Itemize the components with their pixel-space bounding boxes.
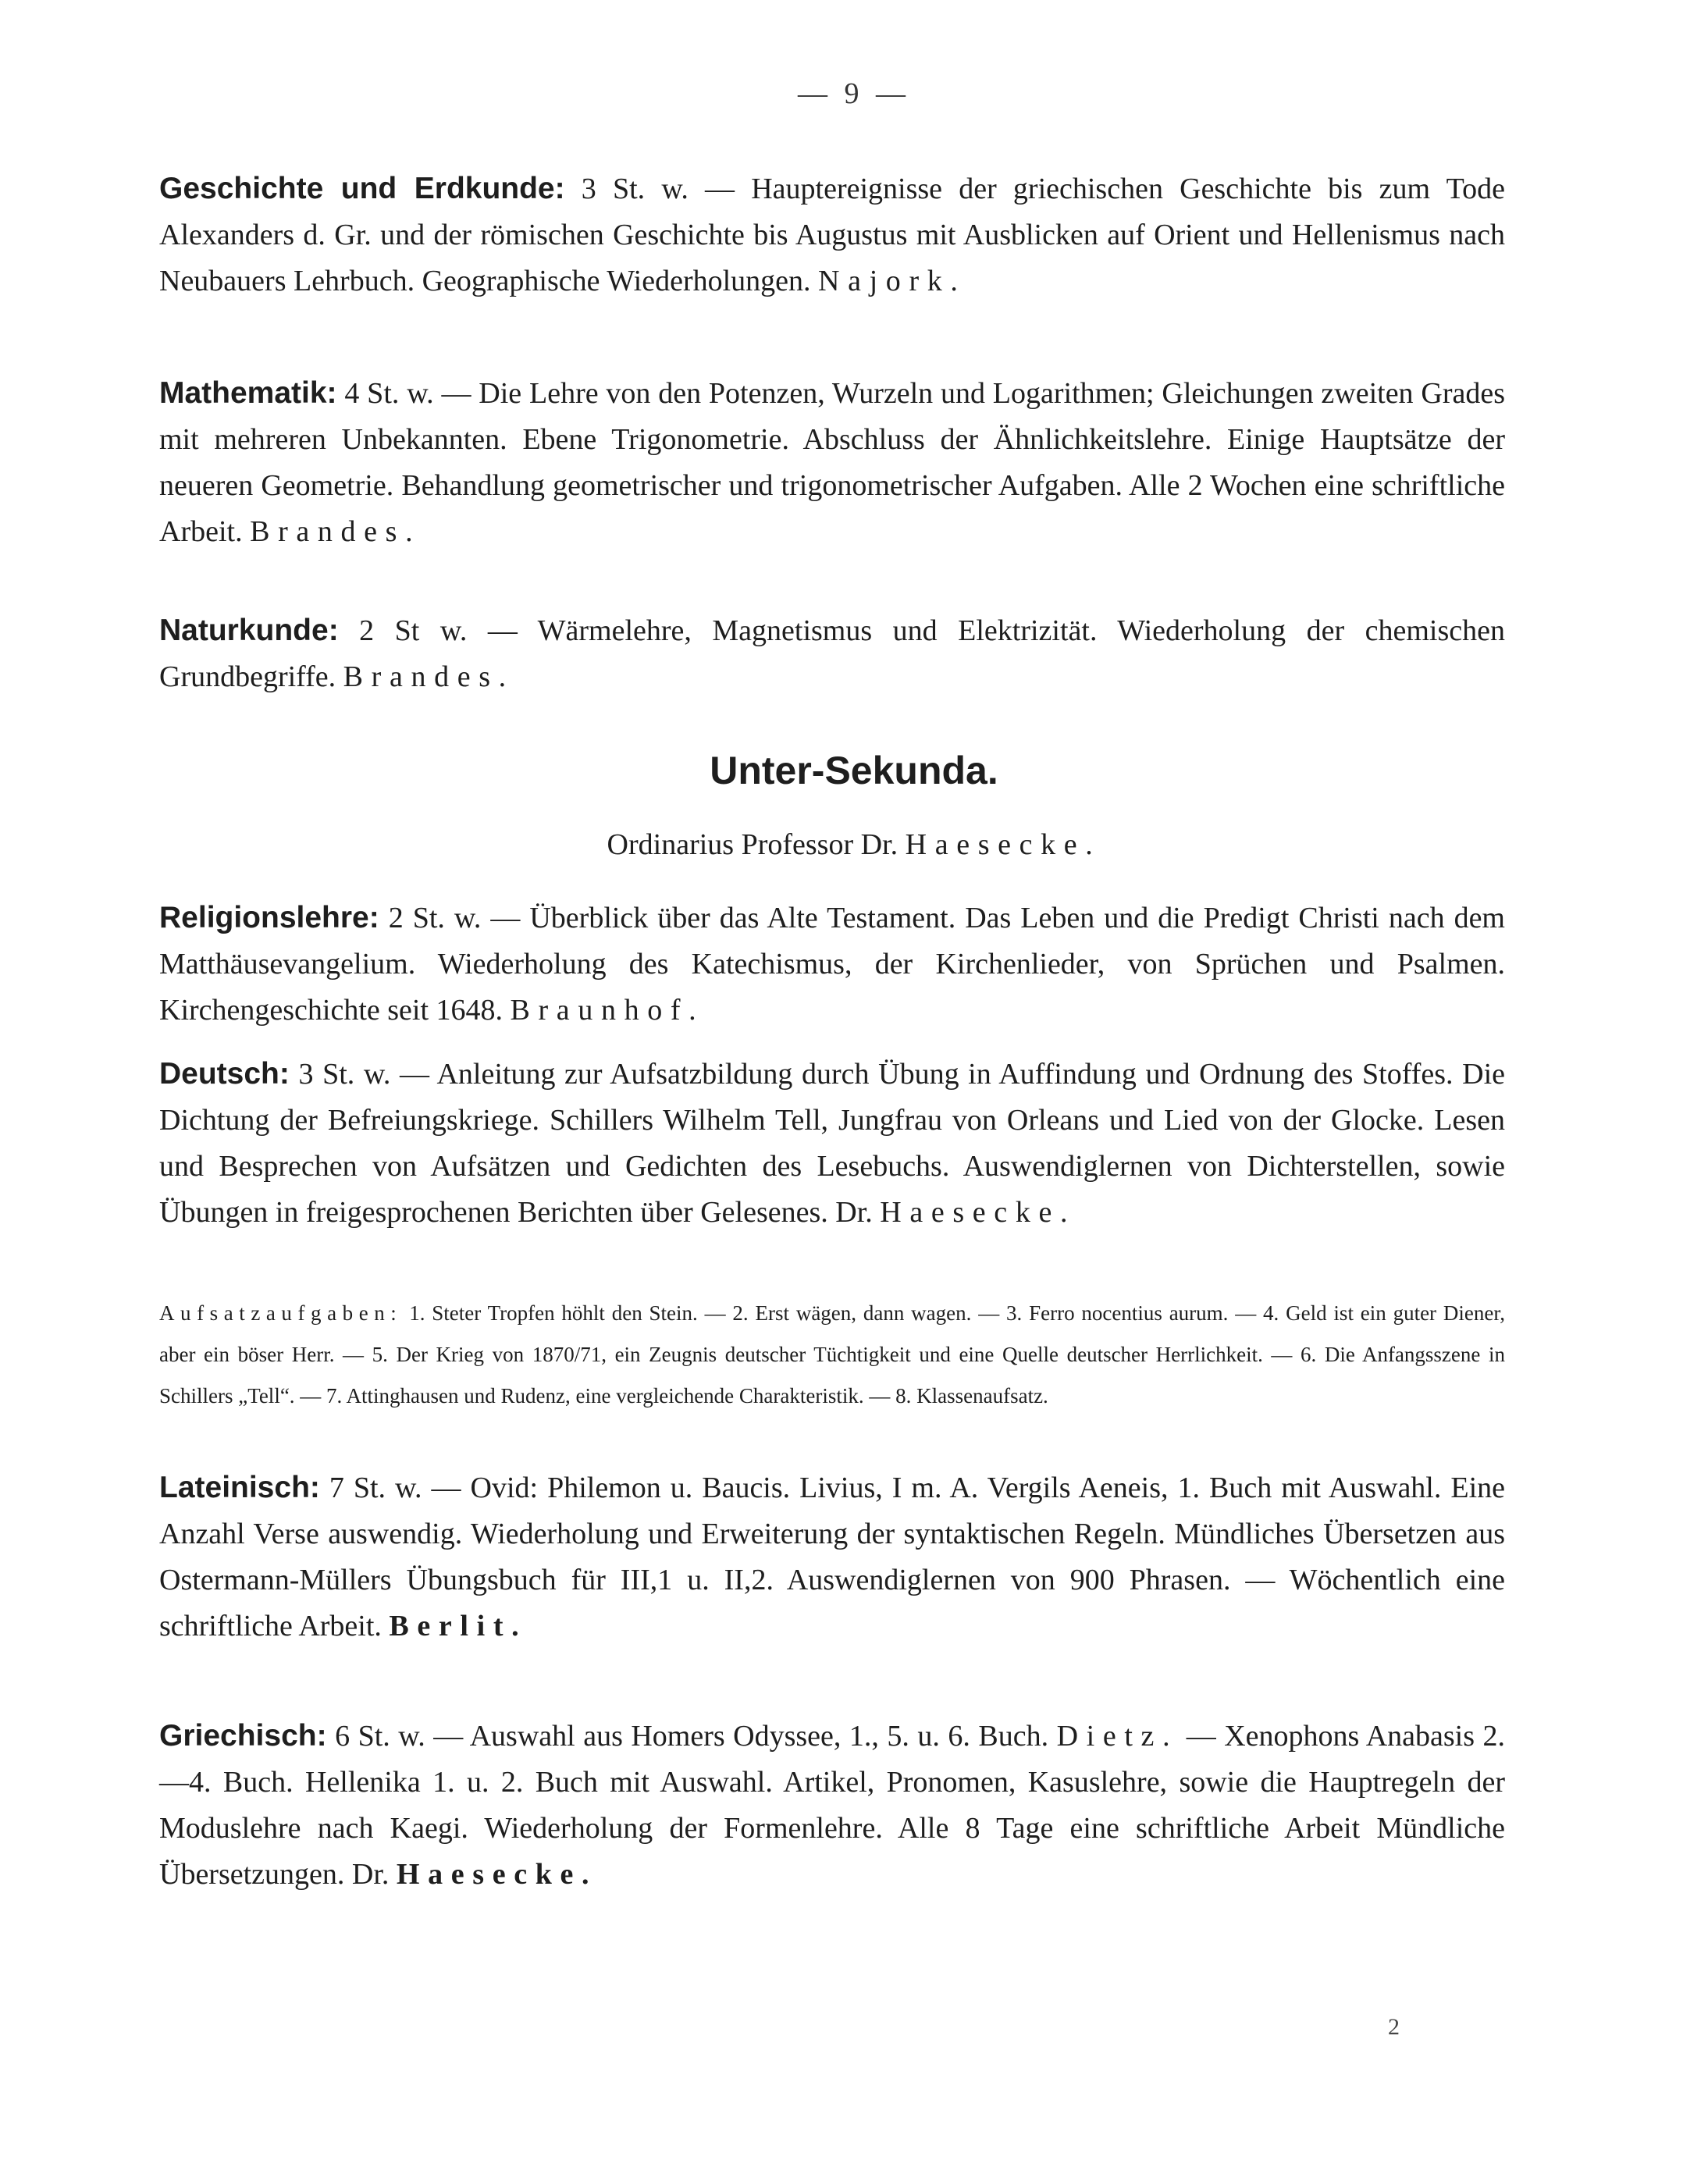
deutsch-paragraph [159, 1051, 1505, 1236]
teacher-name: Brandes. [250, 515, 422, 548]
latein-paragraph [159, 1464, 1505, 1650]
paragraph-text: 3 St. w. — Hauptereignisse der griechischen Geschichte bis zum Tode Alexanders d. Gr. und der römischen Geschichte bis Augustus mit Ausblicken auf Orient und Hellenismus nach Neubauers Lehrbuch. Geographische Wiederholungen. [159, 173, 1505, 297]
subject-heading: Geschichte und Erdkunde: [159, 172, 565, 205]
subject-heading: Deutsch: [159, 1057, 290, 1091]
subject-heading: Naturkunde: [159, 614, 339, 647]
teacher-name: Haesecke. [880, 1196, 1076, 1229]
religion-paragraph [159, 895, 1505, 1034]
griechisch-paragraph [159, 1713, 1505, 1898]
paragraph-text: 2 St w. — Wärmelehre, Magnetismus und Elektrizität. Wiederholung der chemischen Grundbegriffe. [159, 614, 1505, 693]
paragraph-text: 7 St. w. — Ovid: Philemon u. Baucis. Livius, I m. A. Vergils Aeneis, 1. Buch mit Auswahl. Eine Anzahl Verse auswendig. Wiederholung und Erweiterung der syntaktischen Regeln. Mündliches Übersetzen aus Ostermann-Müllers Übungsbuch für III,1 u. II,2. Auswendiglernen von 900 Phrasen. — Wöchentlich eine schriftliche Arbeit. [159, 1472, 1505, 1642]
teacher-name: Dietz. [1056, 1720, 1179, 1753]
paragraph-text: 4 St. w. — Die Lehre von den Potenzen, Wurzeln und Logarithmen; Gleichungen zweiten Grades mit mehreren Unbekannten. Ebene Trigonometrie. Abschluss der Ähnlichkeitslehre. Einige Hauptsätze der neueren Geometrie. Behandlung geometrischer und trigonometrischer Aufgaben. Alle 2 Wochen eine schriftliche Arbeit. [159, 377, 1505, 548]
paragraph-text: 6 St. w. — Auswahl aus Homers Odyssee, 1., 5. u. 6. Buch. [326, 1720, 1057, 1753]
page-number: — 9 — [798, 77, 910, 110]
subject-heading: Griechisch: [159, 1719, 327, 1753]
aufsatz-text: 1. Steter Tropfen höhlt den Stein. — 2. Erst wägen, dann wagen. — 3. Ferro nocentius aurum. — 4. Geld ist ein guter Diener, aber ein böser Herr. — 5. Der Krieg von 1870/71, ein Zeugnis deutscher Tüchtigkeit und eine Quelle deutscher Herrlichkeit. — 6. Die Anfangsszene in Schillers „Tell“. — 7. Attinghausen und Rudenz, eine vergleichende Charakteristik. — 8. Klassenaufsatz. [159, 1301, 1505, 1408]
mathematik-paragraph [159, 370, 1505, 555]
paragraph-text: 3 St. w. — Anleitung zur Aufsatzbildung durch Übung in Auffindung und Ordnung des Stoffes. Die Dichtung der Befreiungskriege. Schillers Wilhelm Tell, Jungfrau von Orleans und Lied von der Glocke. Lesen und Besprechen von Aufsätzen und Gedichten des Lesebuchs. Auswendiglernen von Dichterstellen, sowie Übungen in freigesprochenen Berichten über Gelesenes. Dr. [159, 1058, 1505, 1229]
paragraph-text: 2 St. w. — Überblick über das Alte Testament. Das Leben und die Predigt Christi nach dem Matthäusevangelium. Wiederholung des Katechismus, der Kirchenlieder, von Sprüchen und Psalmen. Kirchengeschichte seit 1648. [159, 902, 1505, 1027]
subject-heading: Lateinisch: [159, 1471, 320, 1504]
naturkunde-paragraph [159, 607, 1505, 700]
aufsatz-label: Aufsatzaufgaben: [159, 1301, 403, 1325]
teacher-name: Braunhof. [510, 994, 705, 1027]
teacher-name: Najork. [818, 265, 966, 297]
ordinarius-line [0, 827, 1708, 862]
ordinarius-label: Ordinarius Professor Dr. [607, 828, 906, 861]
section-title: Unter-Sekunda. [710, 749, 998, 792]
ordinarius-name: Haesecke. [905, 828, 1101, 861]
paragraph-text: — Xenophons Anabasis 2.—4. Buch. Hellenika 1. u. 2. Buch mit Auswahl. Artikel, Pronomen, Kasuslehre, sowie die Hauptregeln der Moduslehre nach Kaegi. Wiederholung der Formenlehre. Alle 8 Tage eine schriftliche Arbeit Mündliche Übersetzungen. Dr. [159, 1720, 1505, 1891]
subject-heading: Religionslehre: [159, 901, 379, 934]
teacher-name: Haesecke. [396, 1858, 598, 1891]
teacher-name: Brandes. [343, 660, 514, 693]
teacher-name: Berlit. [389, 1610, 528, 1642]
aufsatz-paragraph [159, 1293, 1505, 1417]
signature-mark: 2 [1388, 2014, 1400, 2040]
subject-heading: Mathematik: [159, 376, 337, 410]
geschichte-paragraph [159, 165, 1505, 304]
